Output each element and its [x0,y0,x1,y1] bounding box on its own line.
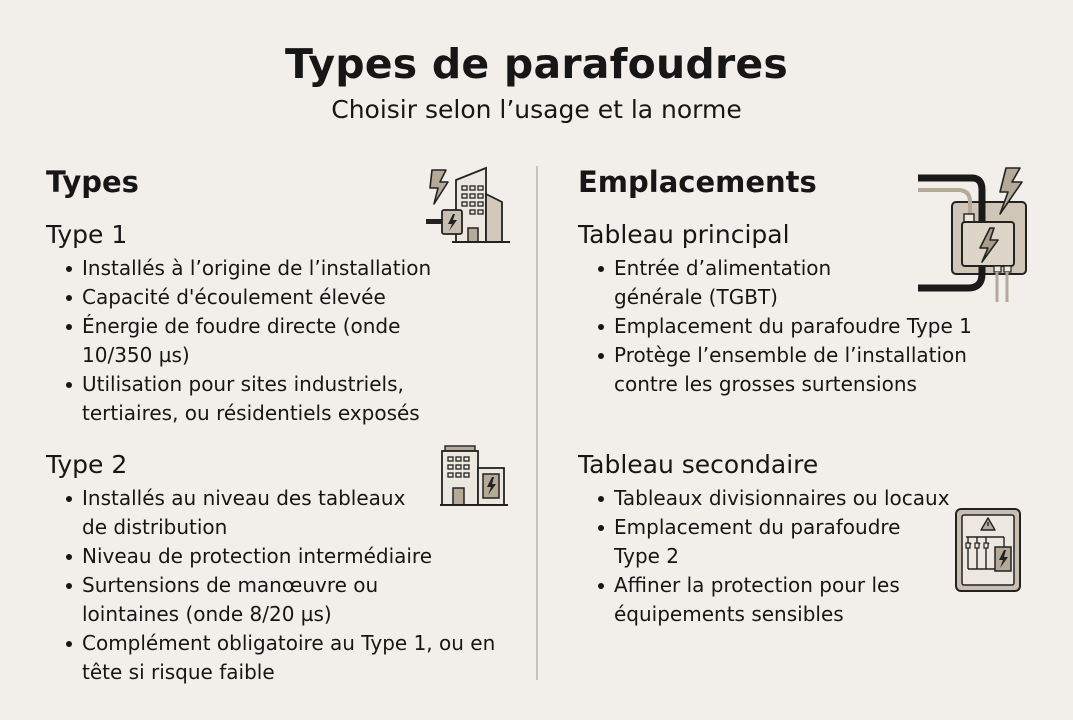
types-heading: Types [46,165,139,199]
list-item: Capacité d'écoulement élevée [66,283,526,312]
secondary-panel-warning-icon [954,507,1022,593]
list-item: Installés à l’origine de l’installation [66,254,526,283]
list-item: Surtensions de manœuvre ou lointaines (onde 8/20 µs) [66,571,412,629]
type1-title: Type 1 [46,220,128,249]
list-item: Affiner la protection pour les équipements sensibles [598,571,944,629]
list-item: Niveau de protection intermédiaire [66,542,526,571]
list-item: Utilisation pour sites industriels, tertiaires, ou résidentiels exposés [66,370,452,428]
type2-title: Type 2 [46,450,128,479]
emplacements-heading: Emplacements [578,165,817,199]
main-panel-cable-lightning-icon [916,166,1031,302]
list-item: Installés au niveau des tableaux de distribution [66,484,434,542]
building-lightning-surge-icon [424,164,514,246]
page-subtitle: Choisir selon l’usage et la norme [331,95,742,124]
page-title: Types de parafoudres [285,40,788,88]
list-item: Protège l’ensemble de l’installation contre les grosses surtensions [598,341,1014,399]
main-panel-title: Tableau principal [578,220,790,249]
list-item: Complément obligatoire au Type 1, ou en tête si risque faible [66,629,502,687]
type2-list [46,484,526,687]
list-item: Emplacement du parafoudre Type 2 [598,513,944,571]
list-item: Énergie de foudre directe (onde 10/350 µs) [66,312,442,370]
list-item: Entrée d’alimentation générale (TGBT) [598,254,864,312]
building-distribution-panel-icon [440,444,510,508]
list-item: Tableaux divisionnaires ou locaux [598,484,1058,513]
column-divider [536,166,538,680]
secondary-panel-title: Tableau secondaire [578,450,819,479]
list-item: Emplacement du parafoudre Type 1 [598,312,1058,341]
type1-list [46,254,526,428]
